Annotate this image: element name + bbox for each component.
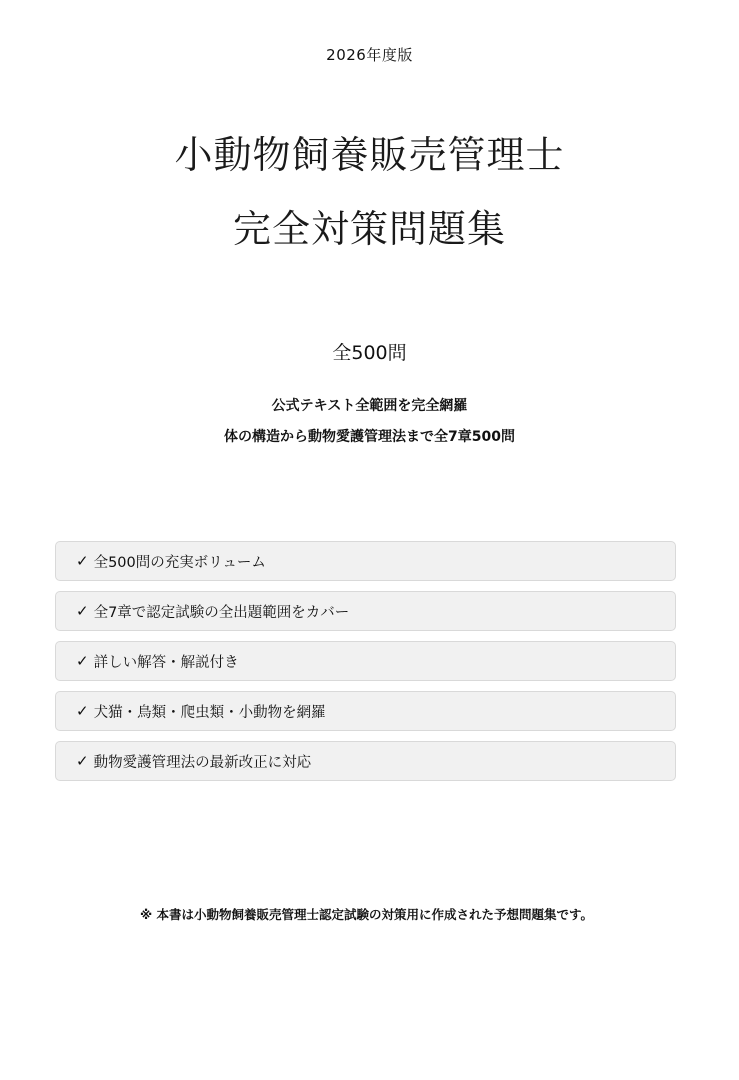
check-icon: ✓ <box>76 602 89 620</box>
description-line-2: 体の構造から動物愛護管理法まで全7章500問 <box>224 429 515 445</box>
check-icon: ✓ <box>76 552 89 570</box>
check-icon: ✓ <box>76 702 89 720</box>
feature-item <box>55 741 676 781</box>
book-title-line-2: 完全対策問題集 <box>232 207 506 251</box>
feature-item <box>55 691 676 731</box>
check-icon: ✓ <box>76 752 89 770</box>
feature-list <box>55 541 676 791</box>
feature-item <box>55 641 676 681</box>
feature-text: 動物愛護管理法の最新改正に対応 <box>93 754 312 771</box>
feature-text: 詳しい解答・解説付き <box>93 654 239 671</box>
footnote: ※ 本書は小動物飼養販売管理士認定試験の対策用に作成された予想問題集です。 <box>140 907 594 922</box>
feature-item <box>55 541 676 581</box>
feature-text: 全500問の充実ボリューム <box>93 554 266 571</box>
feature-item <box>55 591 676 631</box>
feature-text: 全7章で認定試験の全出題範囲をカバー <box>93 604 350 621</box>
description-line-1: 公式テキスト全範囲を完全網羅 <box>271 398 468 414</box>
feature-text: 犬猫・鳥類・爬虫類・小動物を網羅 <box>93 704 326 721</box>
book-title-line-1: 小動物飼養販売管理士 <box>174 133 565 177</box>
question-count: 全500問 <box>332 342 407 364</box>
check-icon: ✓ <box>76 652 89 670</box>
edition-label: 2026年度版 <box>326 46 413 64</box>
